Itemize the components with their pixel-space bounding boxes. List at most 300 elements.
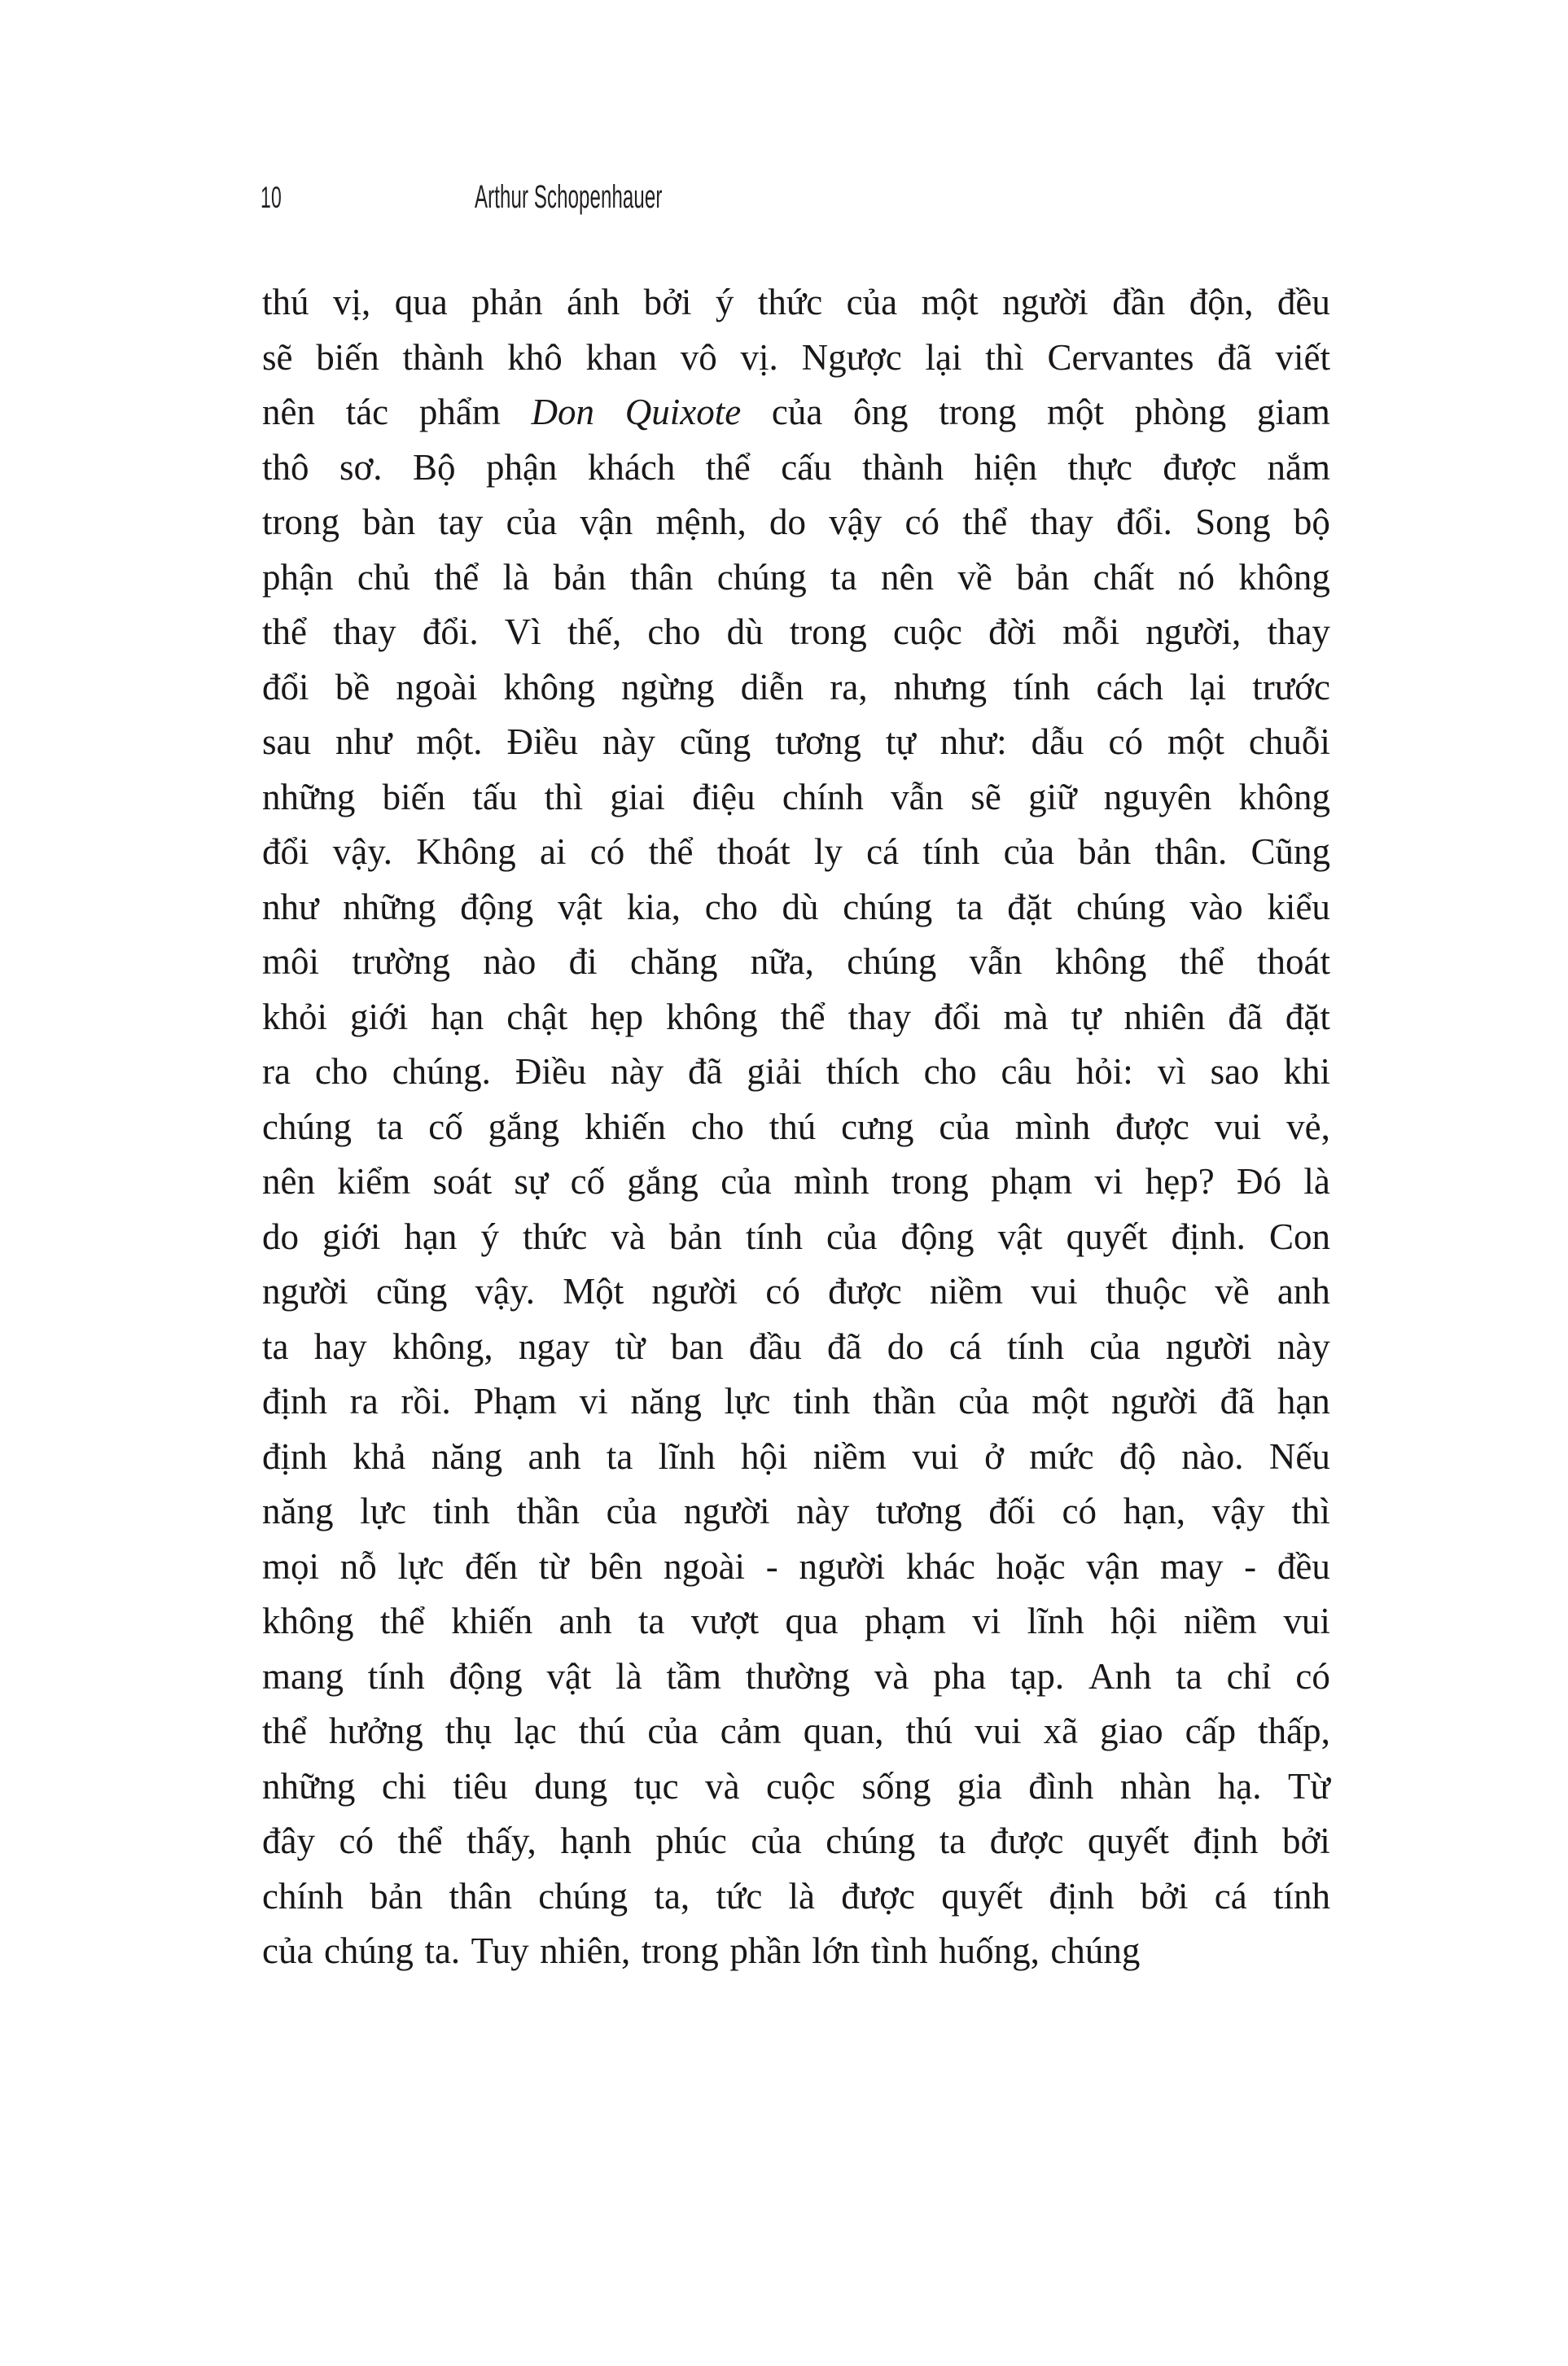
word: tinh	[432, 1491, 490, 1531]
word: vậy.	[475, 1271, 535, 1312]
word: thay	[1030, 502, 1093, 542]
word: ở	[984, 1435, 1004, 1477]
word: từ	[615, 1325, 646, 1367]
word: ta	[939, 1821, 966, 1861]
word: phạm	[864, 1601, 946, 1641]
word: ta	[606, 1435, 633, 1477]
word: vậy.	[332, 831, 393, 872]
page-number: 10	[261, 180, 282, 214]
word: một	[921, 282, 979, 322]
body-text-line	[262, 1100, 1330, 1155]
word: đây	[262, 1821, 315, 1861]
word: vậy	[829, 502, 883, 542]
word: mang	[262, 1655, 344, 1697]
word: ra	[262, 1051, 291, 1092]
word: thay	[333, 611, 396, 652]
word: hay	[313, 1325, 367, 1367]
word: không	[1238, 556, 1330, 598]
word: tự	[1071, 996, 1102, 1037]
word: Đó	[1237, 1161, 1282, 1202]
word: thành	[862, 446, 944, 488]
word: được	[841, 1875, 915, 1917]
body-text-line	[262, 715, 1330, 770]
word: biến	[316, 336, 379, 378]
word: Song	[1195, 502, 1271, 542]
word: thức	[522, 1216, 588, 1257]
word: như	[335, 721, 392, 762]
word: đã	[1228, 996, 1263, 1037]
word: hạn	[1277, 1381, 1330, 1422]
word: tác	[345, 392, 389, 432]
body-text-line	[262, 550, 1330, 606]
word: này	[1277, 1325, 1330, 1367]
word: chính	[262, 1875, 344, 1917]
word: thú	[262, 282, 309, 322]
body-text-line	[262, 770, 1330, 826]
word: phần	[729, 1930, 801, 1971]
word: hoặc	[996, 1545, 1066, 1587]
word: thần	[873, 1381, 936, 1422]
word: độ	[1119, 1435, 1156, 1477]
word: mình	[1014, 1106, 1091, 1147]
word: bản	[1016, 556, 1070, 598]
word: giới	[322, 1216, 381, 1257]
word: nữa,	[750, 941, 814, 982]
word: không	[1054, 941, 1147, 982]
word: là	[1303, 1161, 1330, 1202]
word: tinh	[793, 1381, 851, 1422]
word: chúng.	[392, 1051, 491, 1092]
word: một	[1046, 392, 1104, 432]
word: khiến	[585, 1106, 666, 1147]
word: Con	[1268, 1216, 1330, 1257]
word: tính	[1272, 1875, 1330, 1917]
body-text-line	[262, 1320, 1330, 1375]
word: thần	[516, 1491, 580, 1531]
word: ông	[853, 392, 909, 432]
body-text-line	[262, 1759, 1330, 1815]
word: vật	[997, 1216, 1043, 1257]
word: chăng	[630, 941, 718, 982]
body-text-block	[262, 275, 1330, 1979]
word: đình	[1028, 1765, 1094, 1807]
word: thế,	[567, 611, 622, 652]
word: môi	[262, 941, 320, 982]
word: khô	[507, 336, 563, 378]
word: tương	[775, 721, 861, 762]
word: nhiên	[1123, 996, 1206, 1037]
word: của	[826, 1216, 878, 1257]
body-text-line	[262, 1704, 1330, 1759]
word: từ	[538, 1545, 569, 1587]
body-text-line	[262, 331, 1330, 386]
word: đã	[688, 1051, 723, 1092]
word: về	[1215, 1271, 1250, 1312]
word: quan,	[803, 1711, 884, 1751]
word: lại	[1189, 666, 1227, 708]
word: đến	[465, 1545, 519, 1587]
word: đổi	[262, 831, 309, 872]
word: thân	[449, 1875, 512, 1917]
word: nhàn	[1119, 1765, 1192, 1807]
word: cho	[690, 1106, 744, 1147]
word: phòng	[1134, 392, 1227, 432]
word: cố	[570, 1161, 606, 1202]
word: khan	[585, 336, 658, 378]
book-author-name: Arthur Schopenhauer	[475, 179, 663, 215]
word: một	[1031, 1381, 1089, 1422]
word: thay	[1267, 611, 1330, 652]
word: viết	[1275, 336, 1330, 378]
word: ta	[638, 1601, 665, 1641]
word: chi	[381, 1765, 427, 1807]
word: vật	[558, 886, 603, 927]
word: vì	[1157, 1051, 1186, 1092]
word: trong	[262, 502, 339, 542]
word: khác	[905, 1545, 975, 1587]
word: cho	[314, 1051, 368, 1092]
word: Cervantes	[1047, 336, 1194, 378]
word: rồi.	[401, 1381, 451, 1422]
word: đần	[1112, 282, 1166, 322]
body-text-line	[262, 440, 1330, 496]
word: Quixote	[624, 392, 742, 432]
word: Không	[416, 831, 516, 872]
word: chuỗi	[1248, 721, 1330, 762]
word: như:	[939, 721, 1007, 762]
word: sẽ	[262, 336, 293, 378]
word: -	[1244, 1545, 1257, 1587]
word: và	[705, 1765, 740, 1807]
word: trường	[352, 941, 451, 982]
word: được	[989, 1821, 1064, 1861]
word: bản	[370, 1875, 423, 1917]
word: tính	[367, 1655, 425, 1697]
word: là	[615, 1655, 642, 1697]
word: những	[262, 776, 356, 817]
word: thực	[1067, 446, 1132, 488]
word: đi	[568, 941, 598, 982]
word: dung	[534, 1765, 608, 1807]
word: Điều	[506, 721, 578, 762]
word: của	[771, 392, 823, 432]
word: niềm	[930, 1271, 1003, 1312]
word: thụ	[445, 1711, 493, 1751]
word: tiêu	[453, 1765, 508, 1807]
word: không	[262, 1601, 354, 1641]
word: hạ.	[1217, 1765, 1262, 1807]
word: vi	[579, 1381, 608, 1422]
body-text-line	[262, 935, 1330, 990]
word: giao	[1100, 1711, 1163, 1751]
word: thể	[262, 1711, 307, 1751]
word: pha	[933, 1655, 987, 1697]
word: có	[1295, 1655, 1330, 1697]
word: phạm	[991, 1161, 1073, 1202]
word: vận	[1086, 1545, 1140, 1587]
word: thể	[648, 831, 694, 872]
word: năng	[262, 1491, 334, 1531]
word: đầu	[748, 1325, 802, 1367]
word: phúc	[655, 1821, 727, 1861]
word: vi	[1094, 1161, 1123, 1202]
word: dẫu	[1031, 721, 1084, 762]
word: những	[262, 1765, 356, 1807]
word: vận	[580, 502, 633, 542]
word: khỏi	[262, 996, 328, 1037]
word: mức	[1029, 1435, 1094, 1477]
word: nguyên	[1103, 776, 1212, 817]
word: hạn,	[1123, 1491, 1185, 1531]
word: chúng	[262, 1106, 352, 1147]
word: tự	[885, 721, 916, 762]
word: vui	[912, 1435, 959, 1477]
word: Cũng	[1250, 831, 1330, 872]
word: sẽ	[970, 776, 1001, 817]
word: điệu	[692, 776, 756, 817]
body-text-line	[262, 660, 1330, 716]
word: người	[262, 1271, 348, 1312]
word: vui	[1214, 1106, 1262, 1147]
word: kiểu	[1267, 886, 1330, 927]
word: Một	[563, 1271, 624, 1312]
word: thoát	[1257, 941, 1330, 982]
word: bản	[668, 1216, 722, 1257]
word: ánh	[567, 282, 620, 322]
word: ra	[349, 1381, 379, 1422]
word: kiểm	[337, 1161, 411, 1202]
word: có	[339, 1821, 374, 1861]
word: bởi	[1282, 1821, 1330, 1861]
word: thể	[397, 1821, 443, 1861]
word: chúng	[843, 886, 933, 927]
word: Bộ	[412, 446, 456, 488]
word: của	[846, 282, 898, 322]
word: có	[589, 831, 625, 872]
word: giải	[747, 1051, 802, 1092]
word: hội	[1110, 1601, 1158, 1641]
word: sự	[514, 1161, 549, 1202]
word: sau	[262, 721, 311, 762]
word: bản	[1078, 831, 1132, 872]
word: khả	[353, 1435, 406, 1477]
word: trong	[641, 1930, 719, 1971]
word: trước	[1252, 666, 1330, 708]
word: bởi	[1140, 1875, 1189, 1917]
word: trong	[891, 1161, 969, 1202]
word: đổi	[262, 666, 309, 708]
word: hẹp	[590, 996, 644, 1037]
word: niềm	[1183, 1601, 1257, 1641]
word: sống	[861, 1765, 931, 1807]
word: của	[720, 1161, 772, 1202]
word: cuộc	[766, 1765, 835, 1807]
word: thấp,	[1258, 1711, 1330, 1751]
word: này	[796, 1491, 850, 1531]
word: thú	[905, 1711, 953, 1751]
word: tục	[633, 1765, 679, 1807]
word: lại	[925, 336, 962, 378]
word: của	[939, 1106, 990, 1147]
word: cách	[1096, 666, 1163, 708]
word: tính	[922, 831, 980, 872]
word: thể	[262, 611, 307, 652]
word: lực	[724, 1381, 771, 1422]
body-text-line	[262, 1924, 1330, 1979]
word: quyết	[1087, 1821, 1169, 1861]
word: cảm	[720, 1711, 782, 1751]
word: thể	[962, 502, 1008, 542]
word: mọi	[262, 1545, 320, 1587]
word: năng	[630, 1381, 702, 1422]
word: Ngược	[801, 336, 902, 378]
word: tính	[1013, 666, 1071, 708]
word: bên	[589, 1545, 643, 1587]
word: vượt	[690, 1601, 760, 1641]
word: có	[1062, 1491, 1097, 1531]
word: ta	[830, 556, 857, 598]
word: vậy	[1211, 1491, 1265, 1531]
body-text-line	[262, 605, 1330, 660]
word: ngoài	[664, 1545, 746, 1587]
word: đều	[1277, 1545, 1330, 1587]
word: ban	[670, 1325, 724, 1367]
word: của	[606, 1491, 658, 1531]
word: cá	[1214, 1875, 1247, 1917]
word: thì	[544, 776, 584, 817]
word: vị,	[332, 282, 371, 322]
word: người,	[1145, 611, 1242, 652]
word: thức	[757, 282, 823, 322]
word: Vì	[504, 611, 541, 652]
word: thú	[578, 1711, 626, 1751]
word: biến	[382, 776, 446, 817]
word: hội	[741, 1435, 788, 1477]
word: tính	[1007, 1325, 1065, 1367]
word: cố	[428, 1106, 463, 1147]
word: của	[1089, 1325, 1141, 1367]
word: người	[1111, 1381, 1198, 1422]
word: câu	[1001, 1051, 1052, 1092]
word: Tuy	[471, 1930, 529, 1971]
word: gắng	[627, 1161, 699, 1202]
word: định	[1049, 1875, 1115, 1917]
word: tính	[745, 1216, 803, 1257]
word: Điều	[515, 1051, 587, 1092]
word: thể	[379, 1601, 425, 1641]
word: vô	[680, 336, 717, 378]
word: vi	[972, 1601, 1001, 1641]
word: tức	[716, 1875, 763, 1917]
word: lĩnh	[658, 1435, 716, 1477]
word: thuộc	[1105, 1271, 1187, 1312]
word: những	[343, 886, 436, 927]
word: cuộc	[892, 611, 962, 652]
word: kia,	[626, 886, 681, 927]
body-text-line	[262, 1594, 1330, 1650]
word: người	[1002, 282, 1088, 322]
word: xã	[1043, 1711, 1079, 1751]
body-text-line	[262, 1264, 1330, 1320]
word: do	[262, 1216, 299, 1257]
word: có	[904, 502, 939, 542]
word: thấy,	[466, 1821, 537, 1861]
word: tương	[875, 1491, 962, 1531]
word: người	[683, 1491, 770, 1531]
word: đều	[1277, 282, 1330, 322]
word: này	[602, 721, 655, 762]
word: người	[1165, 1325, 1252, 1367]
word: chúng	[716, 556, 807, 598]
word: lực	[360, 1491, 407, 1531]
word: ta	[956, 886, 983, 927]
word: cho	[647, 611, 701, 652]
word: cưng	[841, 1106, 914, 1147]
word: không	[1238, 776, 1330, 817]
word: chủ	[357, 556, 410, 598]
word: anh	[558, 1601, 612, 1641]
word: cấu	[781, 446, 832, 488]
word: lớn	[812, 1930, 861, 1971]
word: niềm	[812, 1435, 887, 1477]
body-text-line	[262, 1210, 1330, 1265]
word: đặt	[1007, 886, 1053, 927]
word: soát	[432, 1161, 493, 1202]
word: cho	[704, 886, 758, 927]
word: Anh	[1088, 1655, 1152, 1697]
word: thích	[826, 1051, 900, 1092]
word: hưởng	[329, 1711, 423, 1751]
word: mà	[1003, 996, 1049, 1037]
word: chúng	[1075, 886, 1166, 927]
word: của	[262, 1930, 313, 1971]
word: qua	[785, 1601, 839, 1641]
word: là	[788, 1875, 816, 1917]
word: về	[957, 556, 992, 598]
word: hạnh	[560, 1821, 632, 1861]
word: ngoài	[396, 666, 478, 708]
word: đổi	[934, 996, 981, 1037]
word: qua	[394, 282, 448, 322]
word: định	[262, 1435, 328, 1477]
word: ta	[262, 1325, 289, 1367]
word: người	[651, 1271, 738, 1312]
word: tấu	[472, 776, 518, 817]
word: bề	[335, 666, 370, 708]
word: bộ	[1293, 502, 1330, 542]
word: nỗ	[339, 1545, 377, 1587]
word: vui	[1283, 1601, 1330, 1641]
word: thân	[629, 556, 694, 598]
word: cũng	[679, 721, 751, 762]
word: dù	[726, 611, 764, 652]
word: giai	[610, 776, 665, 817]
word: lạc	[514, 1711, 557, 1751]
word: thay	[848, 996, 912, 1037]
word: không	[503, 666, 595, 708]
word: cấp	[1185, 1711, 1237, 1751]
body-text-line	[262, 1430, 1330, 1485]
word: năng	[431, 1435, 503, 1477]
word: người	[799, 1545, 886, 1587]
word: thể	[780, 996, 826, 1037]
word: tình	[870, 1930, 928, 1971]
word: chật	[506, 996, 568, 1037]
word: lực	[397, 1545, 445, 1587]
word: phản	[471, 282, 543, 322]
word: tạp.	[1010, 1655, 1065, 1697]
word: Don	[531, 392, 595, 432]
